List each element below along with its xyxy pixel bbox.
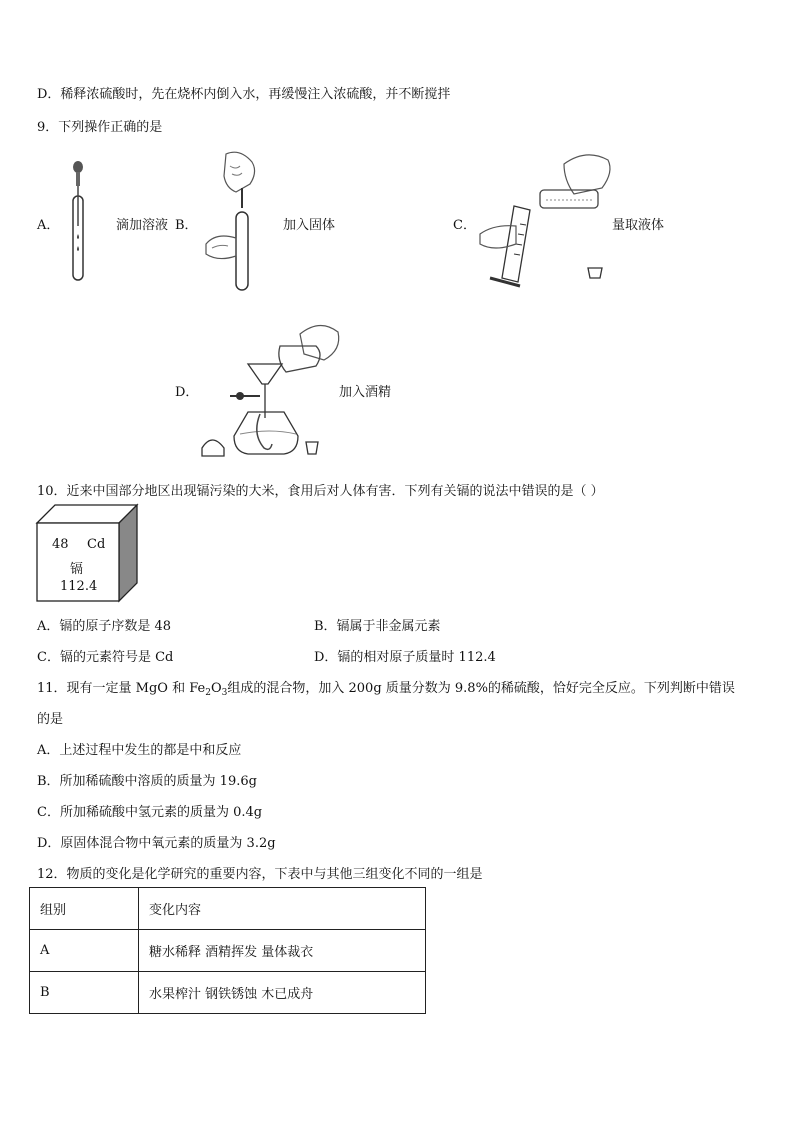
q11-option-a: A．上述过程中发生的都是中和反应 (37, 743, 242, 758)
table-cell: B (30, 972, 139, 1014)
element-atomic-mass: 112.4 (60, 579, 98, 594)
q8-option-d: D．稀释浓硫酸时，先在烧杯内倒入水，再缓慢注入浓硫酸，并不断搅拌 (37, 87, 451, 102)
q10-option-d: D．镉的相对原子质量时 112.4 (314, 650, 496, 665)
element-name: 镉 (70, 562, 84, 577)
table-row (30, 972, 426, 1014)
table-cell: 糖水稀释 酒精挥发 量体裁衣 (139, 930, 426, 972)
q10-option-a: A．镉的原子序数是 48 (37, 619, 172, 634)
table-row (30, 930, 426, 972)
q11-stem: 11．现有一定量 MgO 和 $Fe_2O_3$组成的混合物，加入 200g 质量分数为 9.8%的稀硫酸，恰好完全反应。下列判断中错误 (37, 681, 735, 698)
q9-stem: 9．下列操作正确的是 (37, 120, 163, 135)
element-atomic-number: 48 (52, 537, 69, 552)
q11-option-c: C．所加稀硫酸中氢元素的质量为 0.4g (37, 805, 263, 820)
alcohol-lamp-figure (200, 318, 340, 458)
q9-d-letter: D． (175, 385, 199, 400)
q9-d-label: 加入酒精 (339, 385, 392, 400)
q9-c-label: 量取液体 (612, 218, 665, 233)
q12-stem: 12．物质的变化是化学研究的重要内容，下表中与其他三组变化不同的一组是 (37, 867, 483, 882)
q10-option-c: C．镉的元素符号是 Cd (37, 650, 174, 665)
q12-table (29, 887, 426, 1014)
q11-option-b: B．所加稀硫酸中溶质的质量为 19.6g (37, 774, 257, 789)
q9-a-label: 滴加溶液 (116, 218, 169, 233)
q11-stem-line2: 的是 (37, 712, 64, 727)
table-header-cell: 组别 (30, 888, 139, 930)
q10-stem: 10．近来中国部分地区出现镉污染的大米，食用后对人体有害．下列有关镉的说法中错误的是（ ） (37, 484, 604, 499)
q9-b-letter: B． (175, 218, 198, 233)
q9-a-letter: A． (37, 218, 60, 233)
graduated-cylinder-figure (476, 152, 616, 280)
element-symbol: Cd (87, 537, 106, 552)
table-header-row (30, 888, 426, 930)
table-cell: 水果榨汁 钢铁锈蚀 木已成舟 (139, 972, 426, 1014)
table-cell: A (30, 930, 139, 972)
q11-option-d: D．原固体混合物中氧元素的质量为 3.2g (37, 836, 276, 851)
table-header-cell: 变化内容 (139, 888, 426, 930)
add-solid-figure (200, 148, 270, 294)
q9-b-label: 加入固体 (283, 218, 336, 233)
dropper-test-tube-figure (68, 160, 88, 284)
q9-c-letter: C． (453, 218, 476, 233)
q10-option-b: B．镉属于非金属元素 (314, 619, 441, 634)
